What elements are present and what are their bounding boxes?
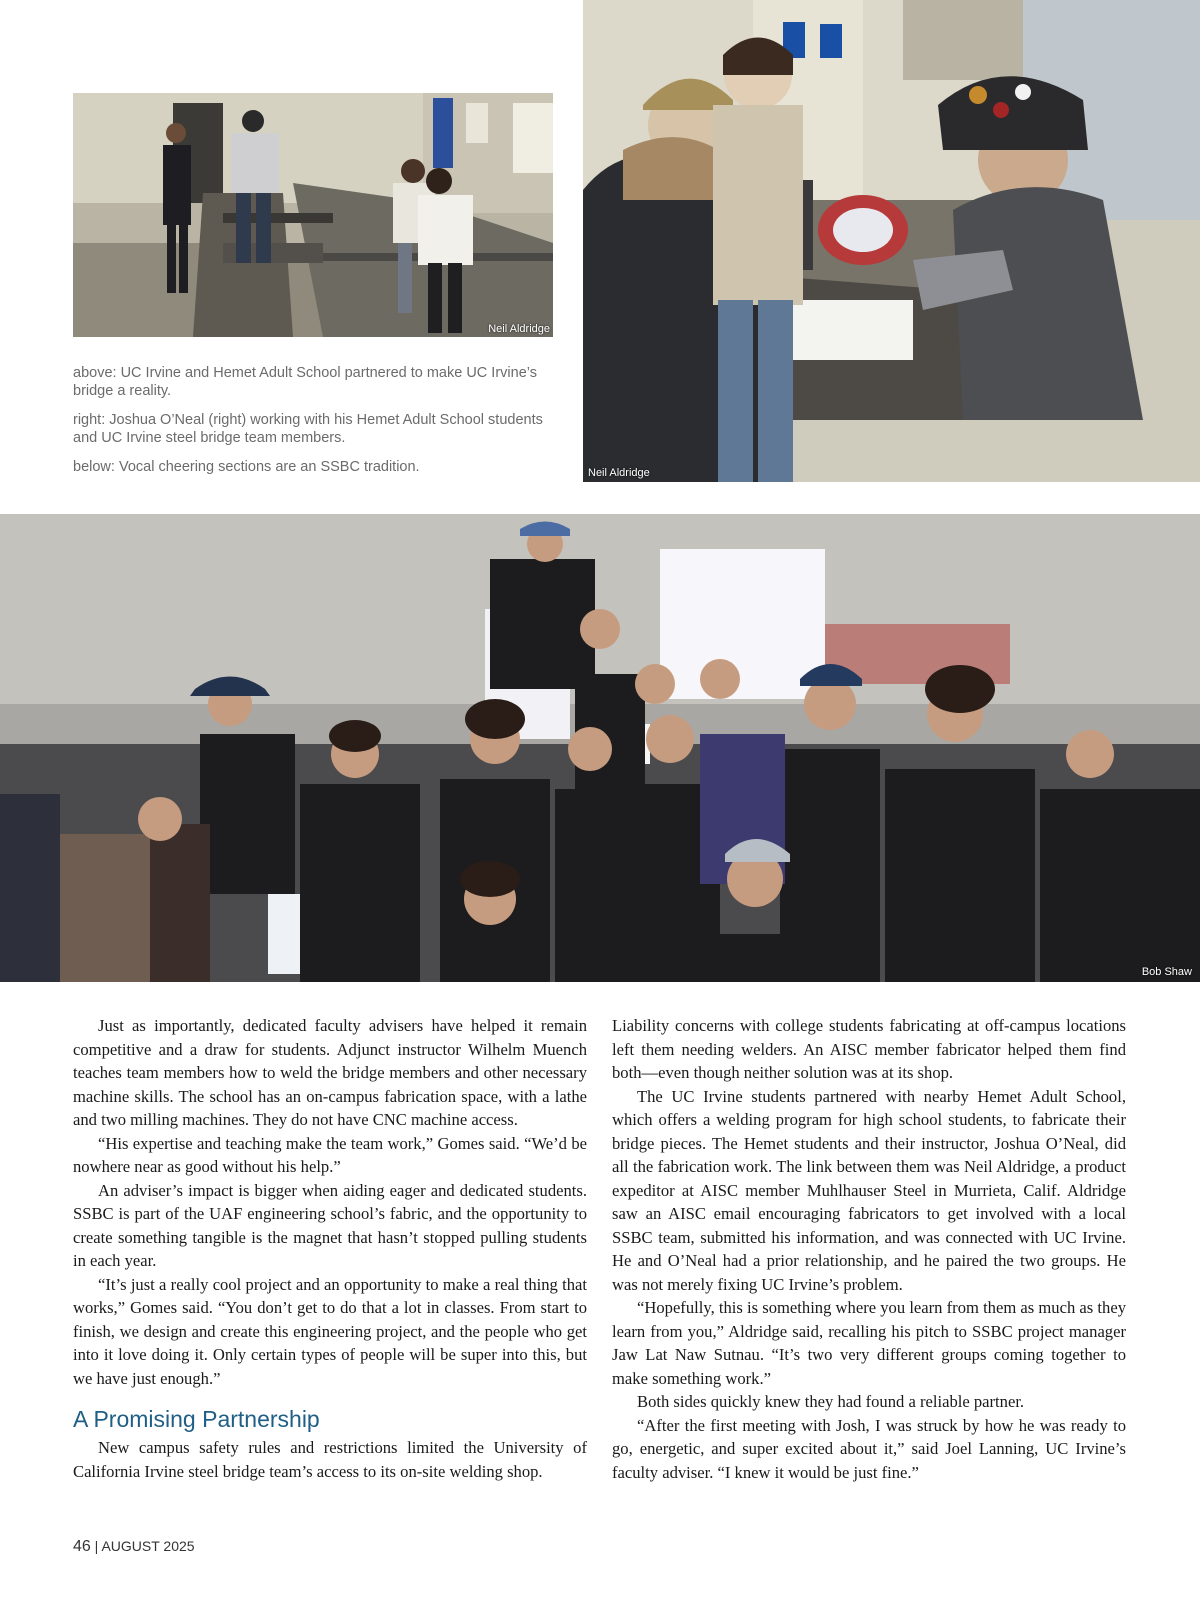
issue-date: AUGUST 2025: [101, 1538, 195, 1554]
paragraph: “Hopefully, this is something where you learn from them as much as they learn from you,” Aldridge said, recalling his pitch to SSBC project manager Jaw Lat Naw Sutnau. “It’s two very different groups coming together to make something work.”: [612, 1298, 1126, 1388]
paragraph: “After the first meeting with Josh, I was struck by how he was ready to go, energetic, and super excited about it,” said Joel Lanning, UC Irvine’s faculty adviser. “I knew it would be just fine.”: [612, 1415, 1126, 1482]
article-column-left: [73, 1014, 587, 1483]
paragraph: Both sides quickly knew they had found a reliable partner.: [637, 1392, 1025, 1411]
caption-below: below: Vocal cheering sections are an SSBC tradition.: [73, 459, 420, 475]
section-heading: A Promising Partnership: [73, 1406, 320, 1432]
paragraph: “His expertise and teaching make the team work,” Gomes said. “We’d be nowhere near as good without his help.”: [73, 1133, 587, 1176]
photo-credit: Neil Aldridge: [488, 323, 550, 335]
article-column-right: [612, 1014, 1126, 1484]
photo-instructor-with-students: [583, 0, 1200, 482]
caption-above: above: UC Irvine and Hemet Adult School partnered to make UC Irvine’s bridge a reality.: [73, 365, 537, 399]
paragraph: The UC Irvine students partnered with nearby Hemet Adult School, which offers a welding program for high school students, to fabricate their bridge pieces. The Hemet students and their instructor, Joshua O’Neal, did all the fabrication work. The link between them was Neil Aldridge, a product expeditor at AISC member Muhlhauser Steel in Murrieta, Calif. Aldridge saw an AISC email encouraging fabricators to get involved with a local SSBC team, submitted his information, and was connected with UC Irvine. He and O’Neal had a prior relationship, and he paired the two groups. He was not merely fixing UC Irvine’s problem.: [612, 1086, 1126, 1294]
paragraph: An adviser’s impact is bigger when aiding eager and dedicated students. SSBC is part of the UAF engineering school’s fabric, and the opportunity to create something tangible is the magnet that hasn’t stopped pulling students in each year.: [73, 1180, 587, 1270]
photo-credit: Bob Shaw: [1141, 966, 1192, 978]
caption-right: right: Joshua O’Neal (right) working with his Hemet Adult School students and UC Irvine steel bridge team members.: [73, 412, 543, 446]
photo-cheering-section: [0, 514, 1200, 982]
page-folio: [73, 1538, 195, 1556]
paragraph: New campus safety rules and restrictions limited the University of California Irvine steel bridge team’s access to its on-site welding shop.: [73, 1438, 587, 1481]
photo-shop-floor: [73, 93, 553, 337]
folio-separator: |: [90, 1538, 102, 1554]
photo-credit: Neil Aldridge: [588, 467, 650, 479]
page-number: 46: [73, 1538, 91, 1555]
paragraph: Liability concerns with college students fabricating at off-campus locations left them needing welders. An AISC member fabricator helped them find both—even though neither solution was at its shop.: [612, 1016, 1126, 1082]
paragraph: “It’s just a really cool project and an opportunity to make a real thing that works,” Gomes said. “You don’t get to do that a lot in classes. From start to finish, we design and create this engineering project, and the people who get into it love doing it. Only certain types of people will be super into this, but we have just enough.”: [73, 1274, 587, 1388]
photo-captions: [73, 364, 563, 487]
paragraph: Just as importantly, dedicated faculty advisers have helped it remain competitive and a draw for students. Adjunct instructor Wilhelm Muench teaches team members how to weld the bridge members and other necessary machine skills. The school has an on-campus fabrication space, with a lathe and two milling machines. They do not have CNC machine access.: [73, 1016, 587, 1129]
